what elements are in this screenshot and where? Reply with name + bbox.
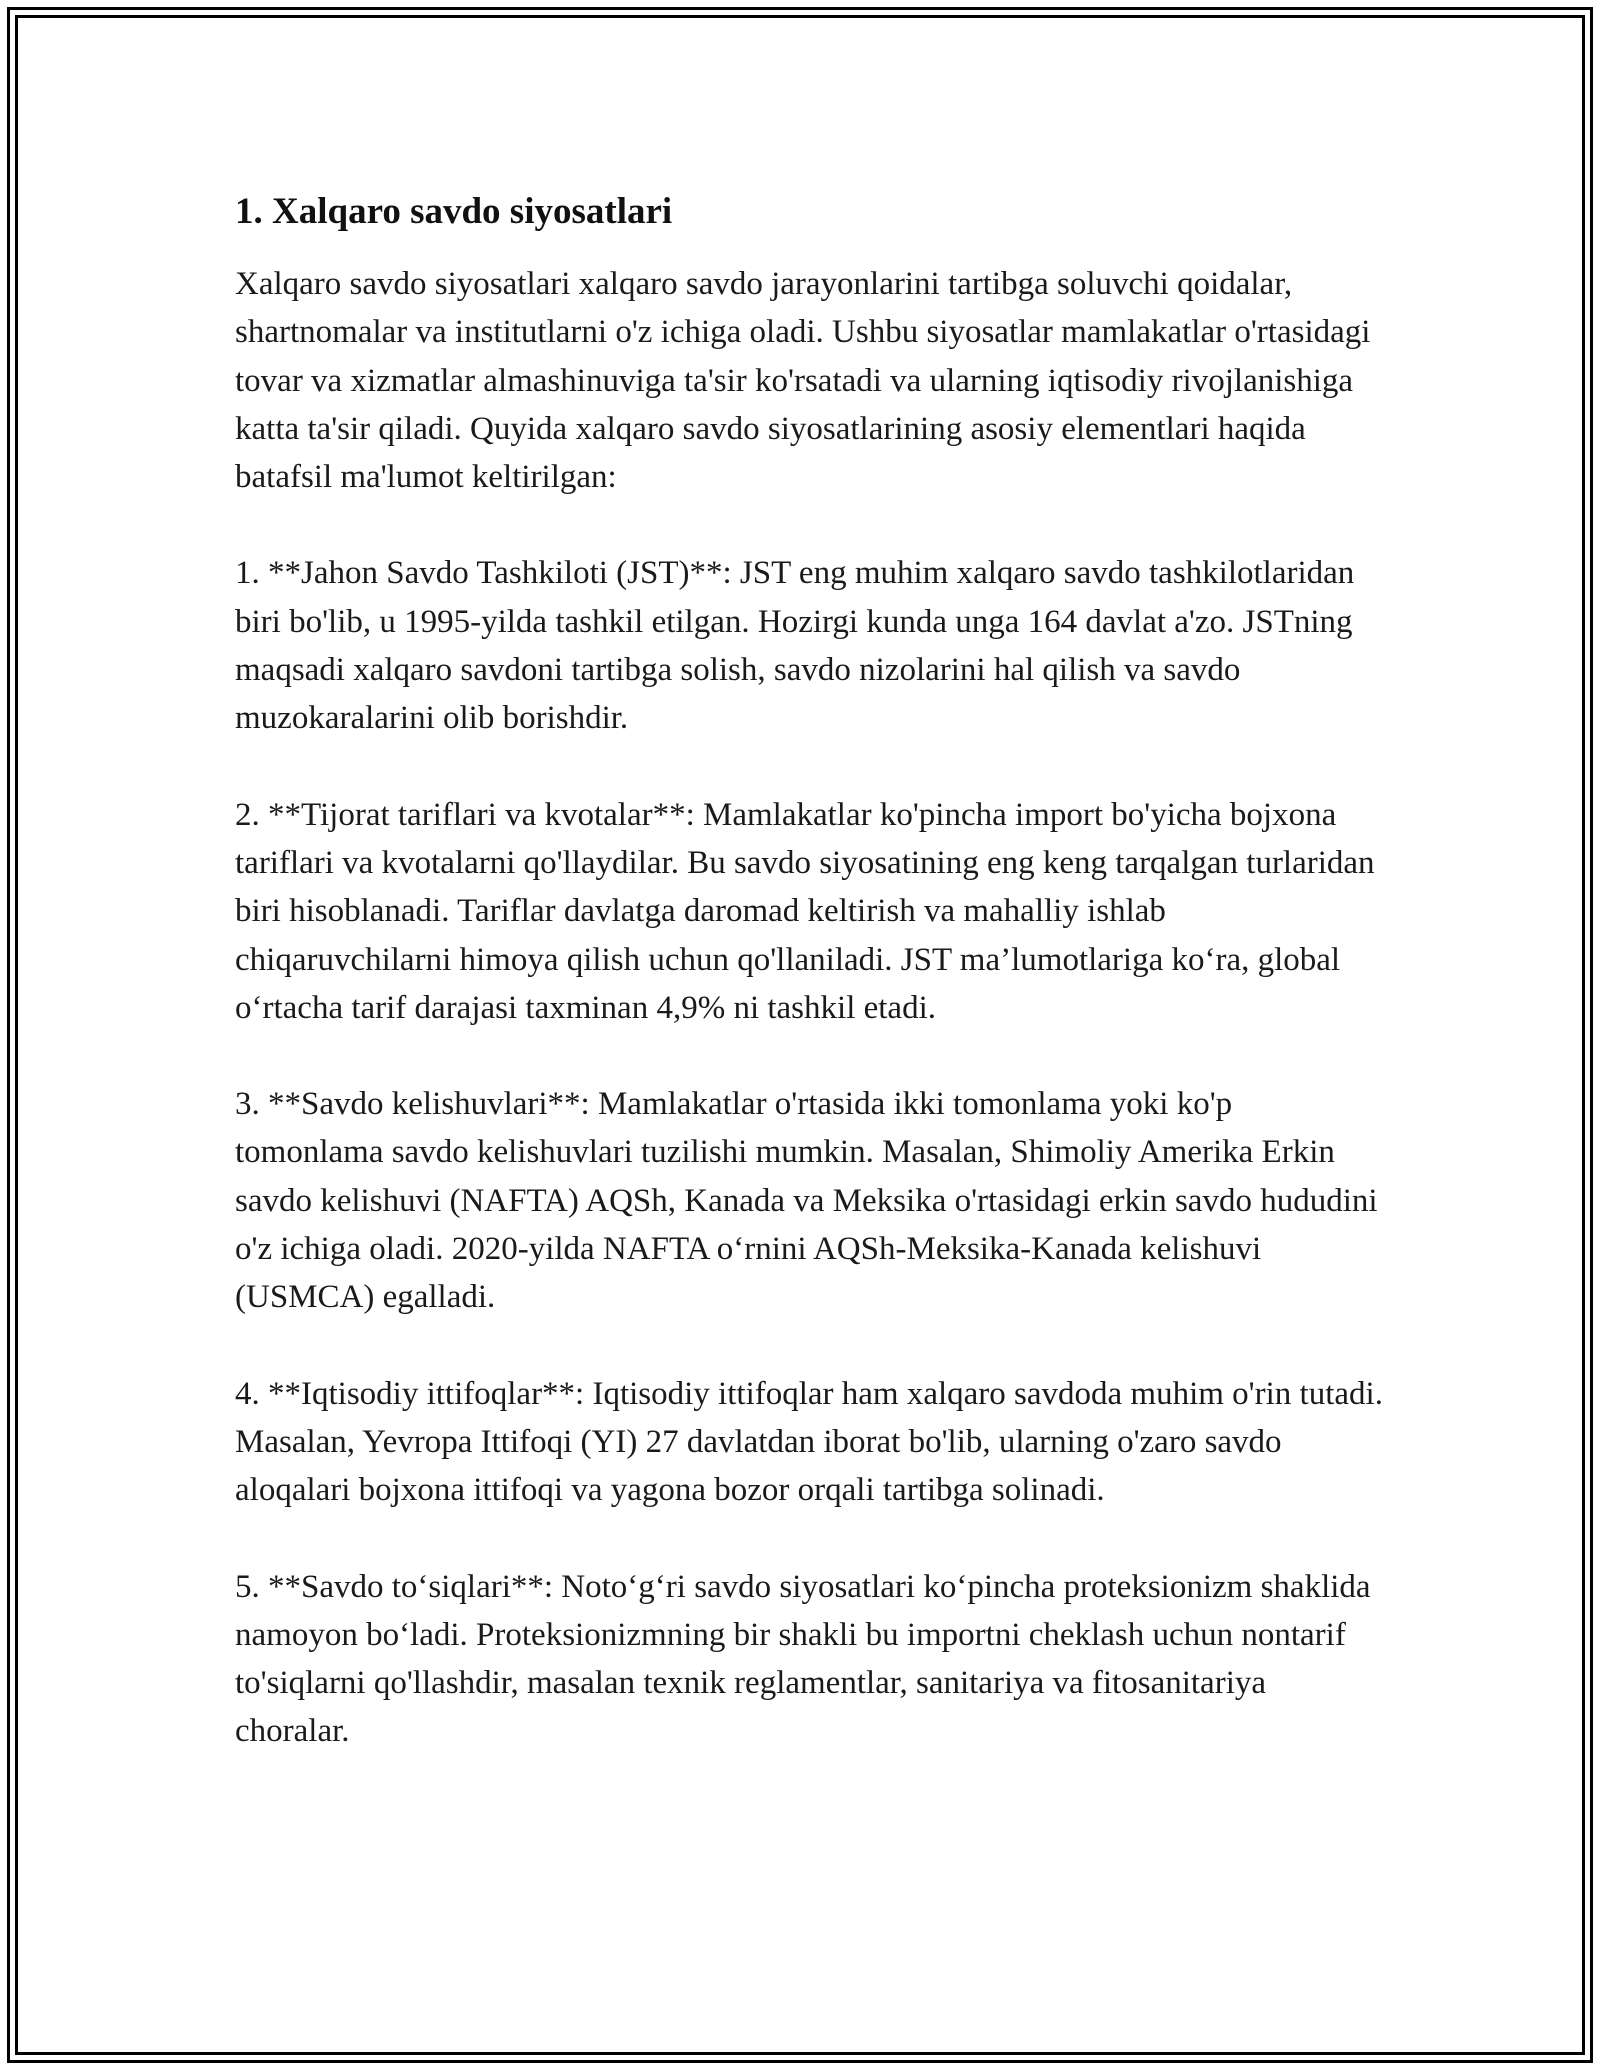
list-item-economic-unions: 4. **Iqtisodiy ittifoqlar**: Iqtisodiy ittifoqlar ham xalqaro savdoda muhim o'rin tutadi. Masalan, Yevropa Ittifoqi (YI) 27 davlatdan iborat bo'lib, ularning o'zaro savdo aloqalari bojxona ittifoqi va yagona bozor orqali tartibga solinadi. [235, 1375, 1383, 1509]
list-item-trade-agreements: 3. **Savdo kelishuvlari**: Mamlakatlar o'rtasida ikki tomonlama yoki ko'p tomonlama savdo kelishuvlari tuzilishi mumkin. Masalan, Shimoliy Amerika Erkin savdo kelishuvi (NAFTA) AQSh, Kanada va Meksika o'rtasidagi erkin savdo hududini o'z ichiga oladi. 2020-yilda NAFTA o‘rnini AQSh-Meksika-Kanada kelishuvi (USMCA) egalladi. [235, 1086, 1378, 1316]
list-item-tariffs: 2. **Tijorat tariflari va kvotalar**: Mamlakatlar ko'pincha import bo'yicha bojxona tariflari va kvotalarni qo'llaydilar. Bu savdo siyosatining eng keng tarqalgan turlaridan biri hisoblanadi. Tariflar davlatga daromad keltirish va mahalliy ishlab chiqaruvchilarni himoya qilish uchun qo'llaniladi. JST ma’lumotlariga ko‘ra, global o‘rtacha tarif darajasi taxminan 4,9% ni tashkil etadi. [235, 796, 1375, 1026]
intro-paragraph: Xalqaro savdo siyosatlari xalqaro savdo jarayonlarini tartibga soluvchi qoidalar, shartnomalar va institutlarni o'z ichiga oladi. Ushbu siyosatlar mamlakatlar o'rtasidagi tovar va xizmatlar almashinuviga ta'sir ko'rsatadi va ularning iqtisodiy rivojlanishiga katta ta'sir qiladi. Quyida xalqaro savdo siyosatlarining asosiy elementlari haqida batafsil ma'lumot keltirilgan: [235, 266, 1371, 496]
section-heading: 1. Xalqaro savdo siyosatlari [235, 191, 673, 232]
list-item-jst: 1. **Jahon Savdo Tashkiloti (JST)**: JST eng muhim xalqaro savdo tashkilotlaridan biri bo'lib, u 1995-yilda tashkil etilgan. Hozirgi kunda unga 164 davlat a'zo. JSTning maqsadi xalqaro savdoni tartibga solish, savdo nizolarini hal qilish va savdo muzokaralarini olib borishdir. [235, 555, 1355, 737]
list-item-trade-barriers: 5. **Savdo to‘siqlari**: Noto‘g‘ri savdo siyosatlari ko‘pincha proteksionizm shaklida namoyon bo‘ladi. Proteksionizmning bir shakli bu importni cheklash uchun nontarif to'siqlarni qo'llashdir, masalan texnik reglamentlar, sanitariya va fitosanitariya choralar. [235, 1568, 1371, 1750]
document-body [235, 190, 1385, 1804]
